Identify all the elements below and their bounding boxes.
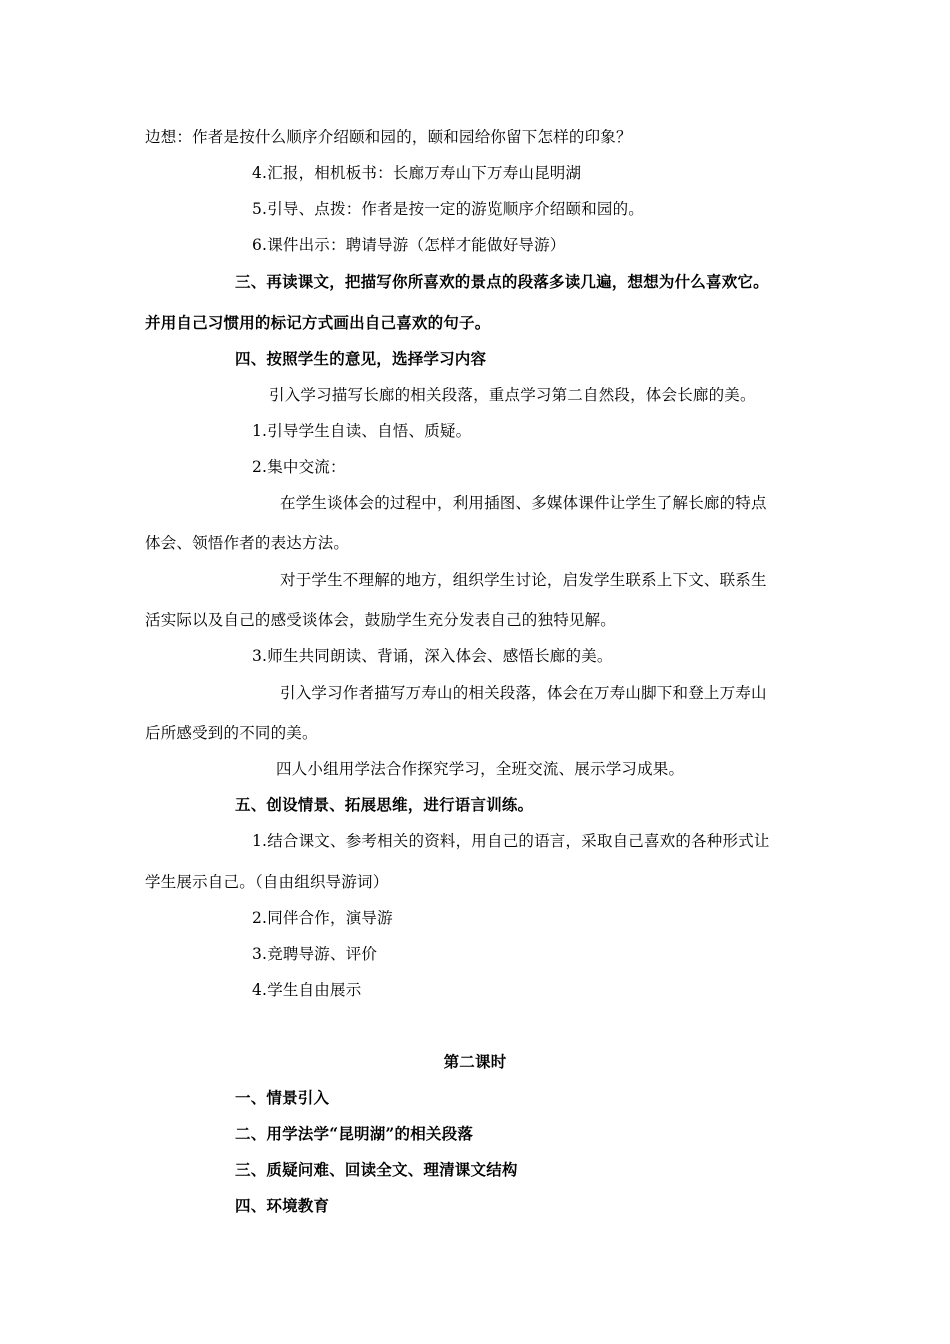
section-heading-continued: 并用自己习惯用的标记方式画出自己喜欢的句子。 [145, 313, 491, 332]
paragraph-line: 体会、领悟作者的表达方法。 [145, 534, 350, 552]
section-heading: 二、用学法学“昆明湖”的相关段落 [235, 1124, 474, 1143]
list-item: 6.课件出示：聘请导游（怎样才能做好导游） [252, 236, 566, 254]
paragraph-line: 边想：作者是按什么顺序介绍颐和园的，颐和园给你留下怎样的印象？ [145, 128, 632, 146]
paragraph-line: 学生展示自己。（自由组织导游词） [145, 873, 389, 891]
paragraph-line: 对于学生不理解的地方，组织学生讨论，启发学生联系上下文、联系生 [280, 571, 767, 589]
paragraph-line: 引入学习作者描写万寿山的相关段落，体会在万寿山脚下和登上万寿山 [280, 684, 767, 702]
list-item: 4.汇报，相机板书：长廊万寿山下万寿山昆明湖 [252, 164, 582, 182]
lesson-heading: 第二课时 [443, 1052, 507, 1071]
list-item: 5.引导、点拨：作者是按一定的游览顺序介绍颐和园的。 [252, 200, 644, 218]
section-heading: 五、创设情景、拓展思维，进行语言训练。 [235, 795, 534, 814]
list-item: 1.引导学生自读、自悟、质疑。 [252, 422, 472, 440]
section-heading: 一、情景引入 [235, 1088, 330, 1107]
section-heading: 四、按照学生的意见，选择学习内容 [235, 349, 487, 368]
section-heading: 三、再读课文，把描写你所喜欢的景点的段落多读几遍，想想为什么喜欢它。 [235, 272, 769, 291]
list-item: 3.师生共同朗读、背诵，深入体会、感悟长廊的美。 [252, 647, 613, 665]
list-item: 3.竞聘导游、评价 [252, 945, 378, 963]
section-heading: 四、环境教育 [235, 1196, 330, 1215]
list-item: 2.同伴合作，演导游 [252, 909, 393, 927]
paragraph-line: 活实际以及自己的感受谈体会，鼓励学生充分发表自己的独特见解。 [145, 611, 617, 629]
list-item: 1.结合课文、参考相关的资料，用自己的语言，采取自己喜欢的各种形式让 [252, 832, 770, 850]
paragraph-line: 在学生谈体会的过程中，利用插图、多媒体课件让学生了解长廊的特点 [280, 494, 767, 512]
list-item: 4.学生自由展示 [252, 981, 362, 999]
list-item: 2.集中交流： [252, 458, 346, 476]
paragraph-line: 后所感受到的不同的美。 [145, 724, 318, 742]
section-heading: 三、质疑问难、回读全文、理清课文结构 [235, 1160, 518, 1179]
paragraph-line: 四人小组用学法合作探究学习，全班交流、展示学习成果。 [276, 760, 685, 778]
paragraph-line: 引入学习描写长廊的相关段落，重点学习第二自然段，体会长廊的美。 [269, 386, 756, 404]
